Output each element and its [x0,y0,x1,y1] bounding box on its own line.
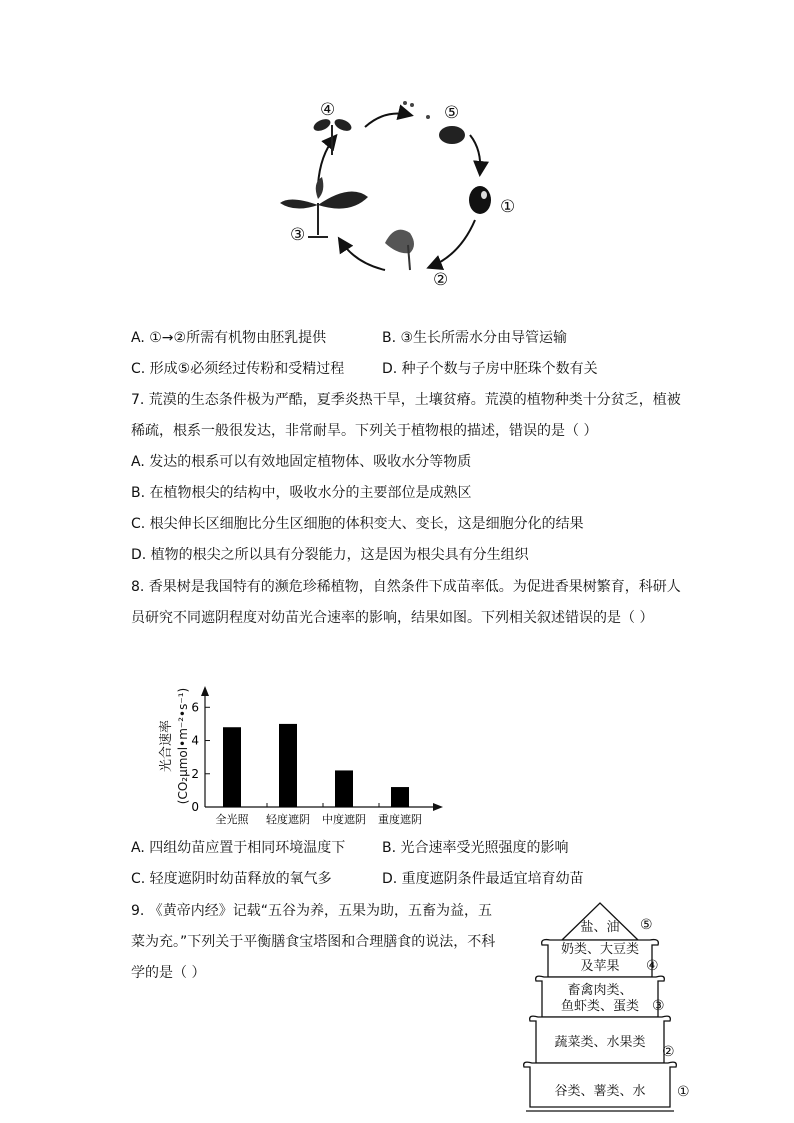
stage-label-2: ② [433,270,449,290]
q9-stem-line2: 菜为充。”下列关于平衡膳食宝塔图和合理膳食的说法，不科 [131,934,496,950]
stage-label-5: ⑤ [444,103,460,123]
stage-label-4: ④ [320,100,336,120]
x-tick-label: 中度遮阴 [322,813,366,826]
arrow-2-to-3 [340,240,385,270]
pagoda-level-2-text: 蔬菜类、水果类 [554,1035,646,1050]
plant-cycle-figure [270,95,530,295]
bar-2 [279,724,297,807]
y-axis-arrow [201,686,209,696]
pagoda-level-3-text-2: 鱼虾类、蛋类 [560,999,639,1014]
q8-stem-line1: 8. 香果树是我国特有的濒危珍稀植物，自然条件下成苗率低。为促进香果树繁育，科研人 [131,579,681,595]
x-tick-label: 轻度遮阴 [266,813,310,826]
q8-stem-line2: 员研究不同遮阴程度对幼苗光合速率的影响，结果如图。下列相关叙述错误的是（ ） [131,610,654,626]
bar-1 [223,727,241,807]
pagoda-level-4-text-1: 奶类、大豆类 [560,942,639,957]
seed-drawing [469,186,491,214]
germinating-seed-drawing [385,230,414,270]
chart-ylabel [150,687,200,815]
q7-option-b: B. 在植物根尖的结构中，吸收水分的主要部位是成熟区 [131,485,472,501]
q6-option-d: D. 种子个数与子房中胚珠个数有关 [382,361,598,377]
q7-stem-line1: 7. 荒漠的生态条件极为严酷，夏季炎热干旱，土壤贫瘠。荒漠的植物种类十分贫乏，植被 [131,392,681,408]
x-tick-label: 全光照 [215,813,249,826]
pagoda-level-2-number: ② [662,1044,675,1060]
q6-option-b: B. ③生长所需水分由导管运输 [382,330,568,346]
q7-option-c: C. 根尖伸长区细胞比分生区细胞的体积变大、变长，这是细胞分化的结果 [131,516,584,532]
x-tick-label: 重度遮阴 [378,813,422,826]
q6-option-a: A. ①→②所需有机物由胚乳提供 [131,330,327,346]
q7-option-a: A. 发达的根系可以有效地固定植物体、吸收水分等物质 [131,454,472,470]
pagoda-level-1-text: 谷类、薯类、水 [554,1084,646,1099]
stage-label-3: ③ [290,225,306,245]
plant-cycle-drawing [270,95,530,295]
pagoda-level-4-number: ④ [646,958,659,974]
q7-option-d: D. 植物的根尖之所以具有分裂能力，这是因为根尖具有分生组织 [131,547,529,563]
q8-option-b: B. 光合速率受光照强度的影响 [382,840,569,856]
q9-stem-line3: 学的是（ ） [131,965,206,981]
pagoda-level-5-number: ⑤ [640,917,653,933]
pagoda-level-5-text: 盐、油 [580,920,620,935]
chart-ylabel-main: 光合速率 [159,720,174,773]
y-tick-label: 2 [191,766,199,781]
arrow-4-to-5 [365,114,410,128]
y-tick-label: 6 [191,700,199,715]
y-tick-label: 4 [191,733,199,748]
pagoda-level-3-text-1: 畜禽肉类、 [567,983,633,998]
seedling-drawing [312,117,354,155]
q8-option-a: A. 四组幼苗应置于相同环境温度下 [131,840,346,856]
pagoda-level-1-number: ① [677,1084,690,1100]
q8-option-c: C. 轻度遮阴时幼苗释放的氧气多 [131,871,332,887]
x-axis-arrow [433,803,443,811]
food-pagoda-figure [520,895,700,1115]
arrow-5-to-1 [470,135,480,173]
pagoda-level-3-number: ③ [652,998,665,1014]
arrow-1-to-2 [430,220,475,267]
q6-option-c: C. 形成⑤必须经过传粉和受精过程 [131,361,345,377]
q9-stem-line1: 9. 《黄帝内经》记载“五谷为养，五果为助，五畜为益，五 [131,903,493,919]
bar-4 [391,787,409,807]
stage-label-1: ① [500,197,516,217]
pagoda-level-4-text-2: 及苹果 [580,959,620,974]
q7-stem-line2: 稀疏，根系一般很发达，非常耐旱。下列关于植物根的描述，错误的是（ ） [131,423,598,439]
bar-3 [335,770,353,807]
q8-option-d: D. 重度遮阴条件最适宜培育幼苗 [382,871,584,887]
y-tick-label: 0 [191,800,199,814]
chart-ylabel-unit: (CO₂μmol•m⁻²•s⁻¹) [176,687,190,805]
